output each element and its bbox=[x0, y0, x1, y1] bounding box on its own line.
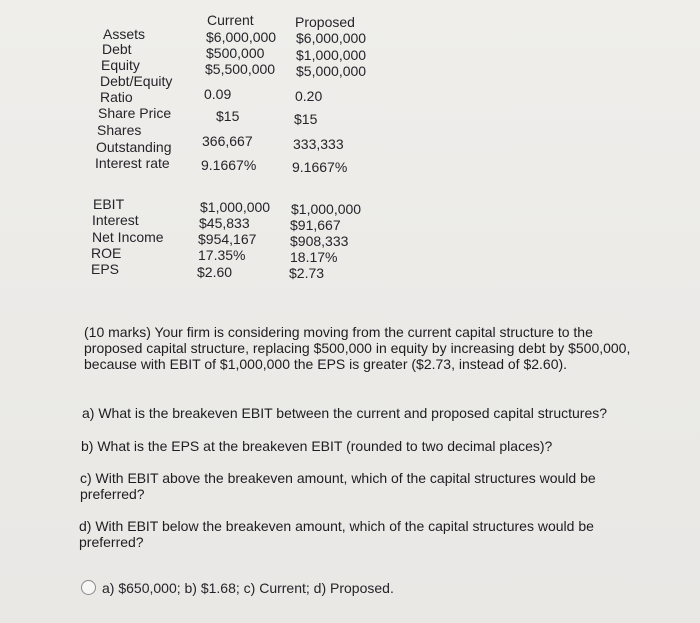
cell-roe-proposed: 18.17% bbox=[290, 249, 338, 265]
cell-interest-proposed: $91,667 bbox=[290, 217, 341, 233]
row-label-interest: Interest bbox=[92, 212, 139, 228]
row-label-roe: ROE bbox=[91, 245, 122, 261]
row-label-equity: Equity bbox=[101, 57, 140, 73]
cell-net-income-proposed: $908,333 bbox=[290, 233, 349, 249]
row-label-debt-equity-line1: Debt/Equity bbox=[100, 73, 173, 89]
cell-debt-current: $500,000 bbox=[206, 45, 265, 61]
header-current: Current bbox=[207, 12, 254, 28]
question-intro: (10 marks) Your firm is considering moving from the current capital structure to the proposed capital structure, replacing $500,000 in equity by increasing debt by $500,000, because with EBIT of $1,000,000 the EPS is greater ($2.73, instead of $2.60). bbox=[84, 324, 631, 372]
row-label-share-price: Share Price bbox=[98, 105, 172, 121]
row-label-shares-line2: Outstanding bbox=[96, 139, 172, 155]
question-part-d: d) With EBIT below the breakeven amount, which of the capital structures would be preferred? bbox=[79, 518, 594, 550]
cell-equity-proposed: $5,000,000 bbox=[296, 63, 367, 79]
cell-debt-equity-proposed: 0.20 bbox=[295, 88, 323, 104]
row-label-ebit: EBIT bbox=[93, 196, 125, 212]
cell-net-income-current: $954,167 bbox=[198, 231, 257, 247]
cell-shares-current: 366,667 bbox=[202, 133, 253, 149]
cell-equity-current: $5,500,000 bbox=[205, 61, 276, 77]
answer-option-label[interactable]: a) $650,000; b) $1.68; c) Current; d) Proposed. bbox=[102, 580, 394, 596]
cell-assets-current: $6,000,000 bbox=[206, 29, 277, 45]
row-label-shares-line1: Shares bbox=[97, 122, 142, 138]
header-proposed: Proposed bbox=[295, 14, 355, 30]
question-part-a: a) What is the breakeven EBIT between the current and proposed capital structures? bbox=[82, 405, 608, 421]
row-label-assets: Assets bbox=[103, 26, 146, 42]
row-label-eps: EPS bbox=[91, 261, 120, 277]
cell-share-price-current: $15 bbox=[216, 108, 240, 124]
cell-assets-proposed: $6,000,000 bbox=[296, 30, 367, 46]
cell-interest-current: $45,833 bbox=[199, 215, 250, 231]
cell-roe-current: 17.35% bbox=[198, 247, 246, 263]
question-part-c: c) With EBIT above the breakeven amount, which of the capital structures would be preferred? bbox=[80, 470, 596, 502]
cell-ebit-current: $1,000,000 bbox=[200, 199, 271, 215]
row-label-debt: Debt bbox=[102, 41, 132, 57]
cell-interest-rate-proposed: 9.1667% bbox=[292, 159, 348, 175]
cell-debt-equity-current: 0.09 bbox=[204, 86, 232, 102]
cell-interest-rate-current: 9.1667% bbox=[201, 157, 257, 173]
cell-debt-proposed: $1,000,000 bbox=[296, 47, 367, 63]
cell-ebit-proposed: $1,000,000 bbox=[291, 201, 362, 217]
cell-share-price-proposed: $15 bbox=[294, 111, 318, 127]
row-label-debt-equity-line2: Ratio bbox=[100, 89, 133, 105]
cell-shares-proposed: 333,333 bbox=[293, 136, 344, 152]
cell-eps-current: $2.60 bbox=[197, 264, 233, 280]
question-part-b: b) What is the EPS at the breakeven EBIT (rounded to two decimal places)? bbox=[81, 438, 553, 454]
row-label-net-income: Net Income bbox=[92, 229, 164, 245]
cell-eps-proposed: $2.73 bbox=[289, 265, 325, 281]
row-label-interest-rate: Interest rate bbox=[95, 155, 170, 171]
answer-radio-button[interactable] bbox=[81, 580, 96, 595]
